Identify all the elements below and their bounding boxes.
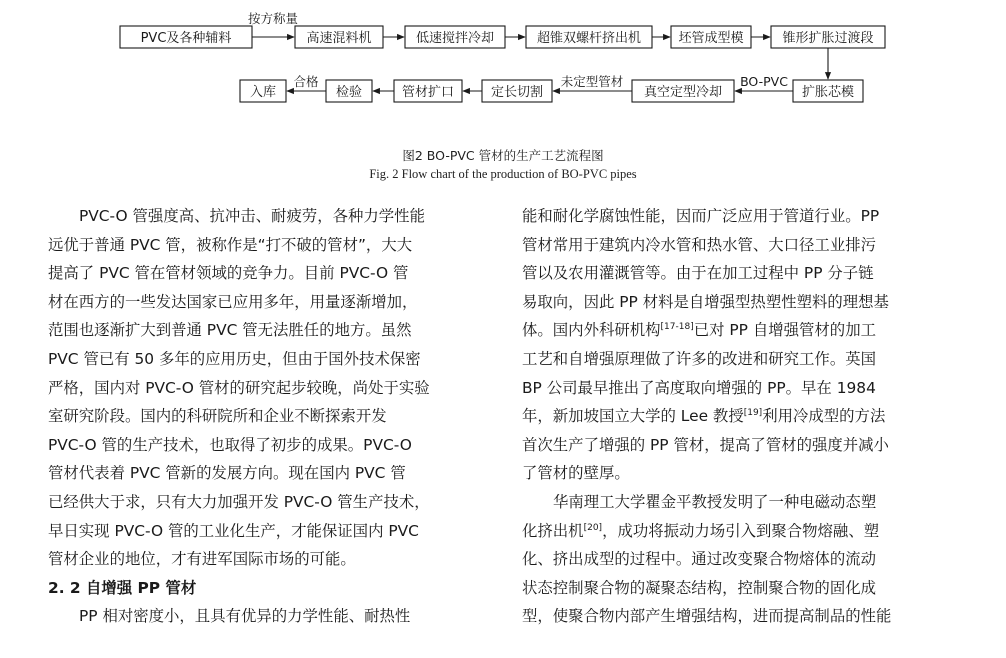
svg-text:锥形扩胀过渡段: 锥形扩胀过渡段 <box>782 31 874 46</box>
svg-text:高速混料机: 高速混料机 <box>306 31 372 46</box>
text-span: 年，新加坡国立大学的 Lee 教授 <box>522 407 744 426</box>
left-column <box>48 202 486 631</box>
paragraph-line: 状态控制聚合物的凝聚态结构，控制聚合物的固化成 <box>522 578 876 597</box>
flow-node-expansion-mandrel <box>793 80 863 102</box>
svg-text:真空定型冷却: 真空定型冷却 <box>643 85 723 100</box>
flow-node-cut-to-length <box>482 80 552 102</box>
citation-ref: [20] <box>583 522 603 533</box>
paragraph-line: 范围也逐渐扩大到普通 PVC 管无法胜任的地方。虽然 <box>48 321 412 340</box>
svg-text:低速搅拌冷却: 低速搅拌冷却 <box>415 31 495 46</box>
flow-node-warehouse <box>240 80 286 102</box>
text-span: 体。国内外科研机构 <box>522 321 661 340</box>
flow-node-inspection <box>326 80 372 102</box>
flow-node-twin-screw-extruder <box>526 26 652 48</box>
paragraph-line: 远优于普通 PVC 管，被称作是“打不破的管材”，大大 <box>48 235 413 254</box>
figure-caption-zh: 图2 BO-PVC 管材的生产工艺流程图 <box>402 148 604 163</box>
paragraph-line: BP 公司最早推出了高度取向增强的 PP。早在 1984 <box>522 378 876 397</box>
paragraph-line: 室研究阶段。国内的科研院所和企业不断探索开发 <box>48 407 387 426</box>
flow-node-vacuum-sizing <box>632 80 734 102</box>
paragraph-line: 早日实现 PVC-O 管的工业化生产，才能保证国内 PVC <box>48 521 419 540</box>
text-span: 利用冷成型的方法 <box>762 407 886 426</box>
flow-node-conical-transition <box>771 26 885 48</box>
flow-node-pipe-belling <box>394 80 462 102</box>
svg-text:定长切割: 定长切割 <box>490 85 544 100</box>
paragraph-line: 已经供大于求，只有大力加强开发 PVC-O 管生产技术， <box>48 492 430 511</box>
flow-node-preform-die <box>671 26 751 48</box>
paragraph-line: 化、挤出成型的过程中。通过改变聚合物熔体的流动 <box>522 550 876 569</box>
text-span: ，成功将振动力场引入到聚合物熔融、塑 <box>602 521 880 540</box>
paragraph-line <box>522 517 960 546</box>
paragraph-line: 材在西方的一些发达国家已应用多年，用量逐渐增加， <box>48 292 418 311</box>
paragraph-line: 能和耐化学腐蚀性能，因而广泛应用于管道行业。PP <box>522 207 880 225</box>
section-heading: 2. 2 自增强 PP 管材 <box>48 578 197 597</box>
citation-ref: [17-18] <box>660 322 694 333</box>
svg-text:坯管成型模: 坯管成型模 <box>678 31 744 46</box>
paragraph-line: 管材企业的地位，才有进军国际市场的可能。 <box>48 550 356 569</box>
svg-text:PVC及各种辅料: PVC及各种辅料 <box>140 31 232 46</box>
flow-node-raw-materials <box>120 26 252 48</box>
text-span: 已对 PP 自增强管材的加工 <box>693 321 876 340</box>
paragraph-line: 首次生产了增强的 PP 管材，提高了管材的强度并减小 <box>522 435 889 454</box>
edge-label-dosing: 按方称量 <box>247 11 299 26</box>
paragraph-line: PVC-O 管的生产技术，也取得了初步的成果。PVC-O <box>48 435 412 454</box>
paragraph-line: PP 相对密度小，且具有优异的力学性能、耐热性 <box>79 607 411 626</box>
paragraph-line: 华南理工大学瞿金平教授发明了一种电磁动态塑 <box>553 492 877 511</box>
citation-ref: [19] <box>743 408 763 419</box>
paragraph-line <box>522 402 960 431</box>
edge-label-bo-pvc: BO-PVC <box>740 74 788 89</box>
edge-label-unshaped-pipe: 未定型管材 <box>560 74 624 89</box>
figure-caption-en: Fig. 2 Flow chart of the production of BO-PVC pipes <box>369 167 637 181</box>
svg-text:超锥双螺杆挤出机: 超锥双螺杆挤出机 <box>536 31 642 46</box>
svg-text:入库: 入库 <box>249 85 277 100</box>
paragraph-line: 管材代表着 PVC 管新的发展方向。现在国内 PVC 管 <box>48 464 406 483</box>
paragraph-line: PVC 管已有 50 多年的应用历史，但由于国外技术保密 <box>48 349 421 368</box>
paragraph-line: 了管材的壁厚。 <box>522 464 630 483</box>
svg-text:扩胀芯模: 扩胀芯模 <box>801 85 855 100</box>
right-column <box>522 202 960 631</box>
paragraph-line: 管材常用于建筑内冷水管和热水管、大口径工业排污 <box>522 235 876 254</box>
text-span: 化挤出机 <box>522 521 584 540</box>
flow-node-high-speed-mixer <box>295 26 383 48</box>
paragraph-line: 易取向，因此 PP 材料是自增强型热塑性塑料的理想基 <box>522 292 889 311</box>
svg-text:检验: 检验 <box>335 85 363 100</box>
paragraph-line <box>522 316 960 345</box>
edge-label-qualified: 合格 <box>293 74 319 89</box>
paragraph-line: 严格，国内对 PVC-O 管材的研究起步较晚，尚处于实验 <box>48 378 430 397</box>
paragraph-line: 型，使聚合物内部产生增强结构，进而提高制品的性能 <box>522 607 892 626</box>
paragraph-line: 提高了 PVC 管在管材领域的竞争力。目前 PVC-O 管 <box>48 264 409 283</box>
svg-text:管材扩口: 管材扩口 <box>401 85 455 100</box>
paragraph-line: 管以及农用灌溉管等。由于在加工过程中 PP 分子链 <box>522 264 874 283</box>
flow-node-low-speed-cooling <box>405 26 505 48</box>
paragraph-line: 工艺和自增强原理做了许多的改进和研究工作。英国 <box>522 349 876 368</box>
paragraph-line: PVC-O 管强度高、抗冲击、耐疲劳，各种力学性能 <box>79 207 425 225</box>
flow-chart <box>0 0 1006 125</box>
